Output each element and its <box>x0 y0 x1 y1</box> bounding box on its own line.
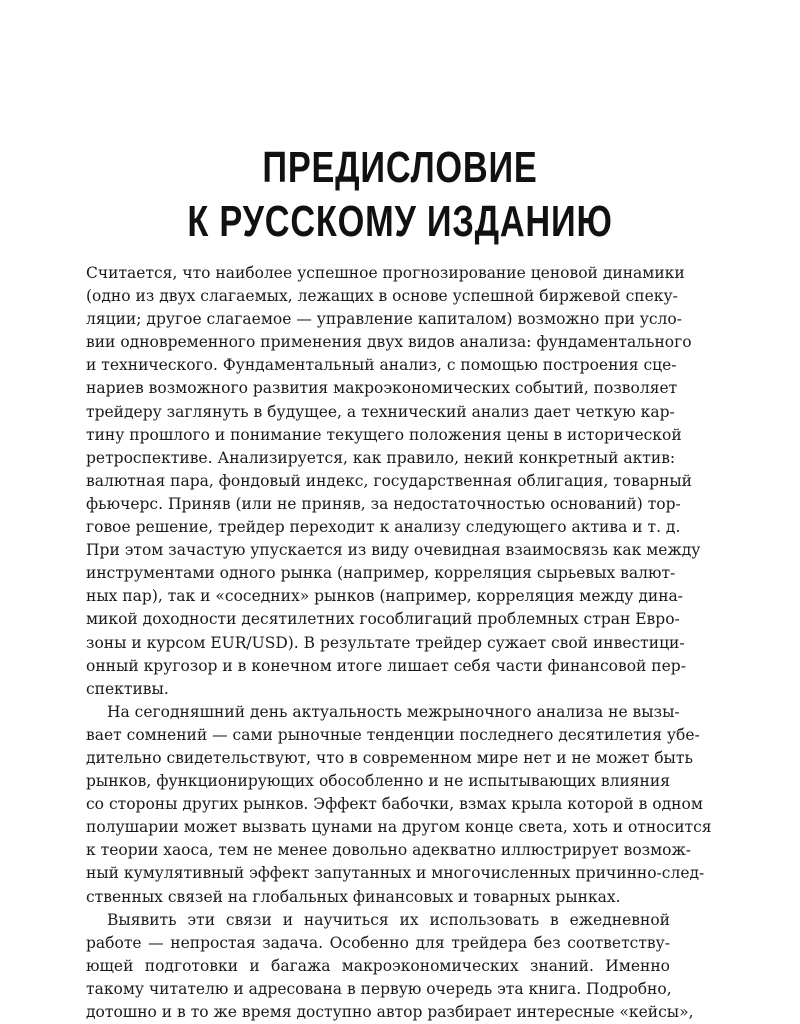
chapter-title-line-2: К РУССКОМУ ИЗДАНИЮ <box>187 197 613 247</box>
chapter-title <box>88 141 712 249</box>
chapter-title-line-1: ПРЕДИСЛОВИЕ <box>262 143 538 193</box>
text-line: вает сомнений — сами рыночные тенденции последнего десятилетия убе- <box>86 725 700 744</box>
text-line: дительно свидетельствуют, что в современном мире нет и не может быть <box>86 748 693 767</box>
text-line: инструментами одного рынка (например, корреляция сырьевых валют- <box>86 564 676 583</box>
text-line: говое решение, трейдер переходит к анализу следующего актива и т. д. <box>86 518 681 537</box>
text-line: работе — непростая задача. Особенно для трейдера без соответству- <box>86 933 670 952</box>
text-line: трейдеру заглянуть в будущее, а технический анализ дает четкую кар- <box>86 402 675 421</box>
text-line: При этом зачастую упускается из виду очевидная взаимосвязь как между <box>86 541 701 560</box>
text-line: онный кругозор и в конечном итоге лишает себя части финансовой пер- <box>86 656 686 675</box>
text-line: со стороны других рынков. Эффект бабочки, взмах крыла которой в одном <box>86 795 703 814</box>
text-line: микой доходности десятилетних гособлигаций проблемных стран Евро- <box>86 610 680 629</box>
text-line: и технического. Фундаментальный анализ, с помощью построения сце- <box>86 356 677 375</box>
text-line: ляции; другое слагаемое — управление капиталом) возможно при усло- <box>86 310 682 329</box>
text-line: нариев возможного развития макроэкономических событий, позволяет <box>86 379 678 398</box>
text-line: валютная пара, фондовый индекс, государственная облигация, товарный <box>86 471 692 490</box>
text-line: к теории хаоса, тем не менее довольно адекватно иллюстрирует возмож- <box>86 841 692 860</box>
text-line: тину прошлого и понимание текущего положения цены в исторической <box>86 425 682 444</box>
text-line: вии одновременного применения двух видов анализа: фундаментального <box>86 333 692 352</box>
text-line: такому читателю и адресована в первую очередь эта книга. Подробно, <box>86 979 672 998</box>
text-line: фьючерс. Приняв (или не приняв, за недостаточностью оснований) тор- <box>86 494 681 513</box>
text-line: рынков, функционирующих обособленно и не испытывающих влияния <box>86 772 670 791</box>
text-line: Выявить эти связи и научиться их использовать в ежедневной <box>107 910 670 929</box>
text-line: Считается, что наиболее успешное прогнозирование ценовой динамики <box>86 264 685 282</box>
text-line: зоны и курсом EUR/USD). В результате трейдер сужает свой инвестици- <box>86 633 685 652</box>
text-line: полушарии может вызвать цунами на другом конце света, хоть и относится <box>86 818 712 837</box>
body-text <box>86 262 712 1024</box>
text-line: ретроспективе. Анализируется, как правило, некий конкретный актив: <box>86 448 676 467</box>
text-line: ющей подготовки и багажа макроэкономических знаний. Именно <box>86 956 670 975</box>
text-line: ственных связей на глобальных финансовых и товарных рынках. <box>86 887 621 906</box>
text-line: дотошно и в то же время доступно автор разбирает интересные «кейсы», <box>86 1003 694 1021</box>
text-line: ный кумулятивный эффект запутанных и многочисленных причинно-след- <box>86 864 705 883</box>
text-line: (одно из двух слагаемых, лежащих в основе успешной биржевой спеку- <box>86 287 678 306</box>
text-line: спективы. <box>86 679 169 698</box>
text-line: ных пар), так и «соседних» рынков (например, корреляция между дина- <box>86 587 684 606</box>
text-line: На сегодняшний день актуальность межрыночного анализа не вызы- <box>107 702 680 721</box>
